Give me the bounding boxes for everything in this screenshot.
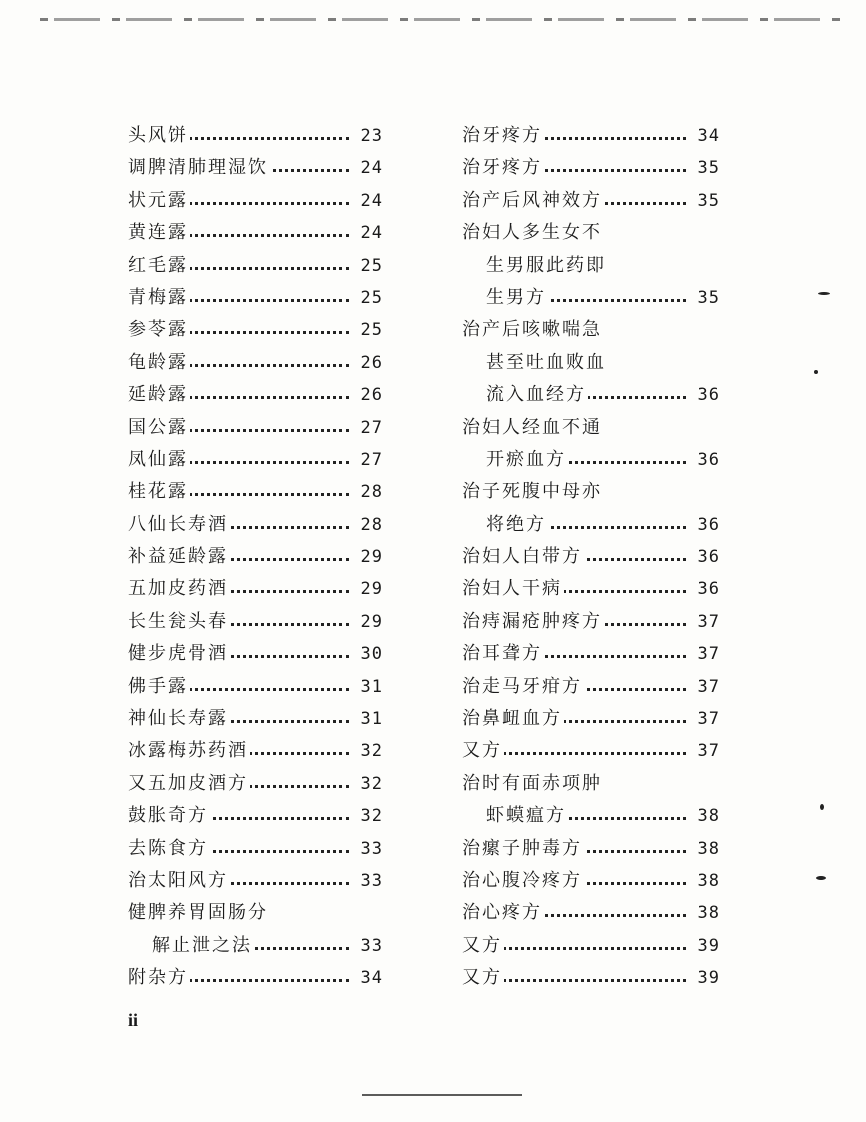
toc-entry-title: 去陈食方 — [128, 837, 208, 859]
toc-entry-page: 27 — [357, 412, 383, 444]
toc-entry-page: 25 — [357, 250, 383, 282]
toc-entry-page: 24 — [357, 217, 383, 249]
toc-entry-title: 治心疼方 — [462, 902, 542, 924]
toc-entry-title: 头风饼 — [128, 125, 188, 146]
toc-entry-page: 24 — [357, 152, 383, 184]
toc-entry-page: 34 — [694, 120, 720, 152]
toc-entry — [128, 314, 383, 346]
toc-entry — [128, 638, 383, 670]
toc-entry-title: 将绝方 — [486, 513, 546, 535]
toc-entry-title: 神仙长寿露 — [128, 708, 228, 730]
toc-entry-page: 29 — [357, 573, 383, 605]
toc-entry-page: 35 — [694, 282, 720, 314]
toc-entry-title: 红毛露 — [128, 254, 188, 276]
toc-entry-title: 又五加皮酒方 — [128, 772, 248, 794]
toc-entry-title: 健脾养胃固肠分 — [128, 902, 268, 924]
toc-entry-page: 35 — [694, 152, 720, 184]
toc-entry — [462, 347, 720, 379]
toc-entry — [462, 314, 720, 346]
toc-entry-page: 32 — [357, 768, 383, 800]
speck-mark — [816, 876, 826, 880]
toc-entry-page: 36 — [694, 541, 720, 573]
toc-entry-page: 28 — [357, 509, 383, 541]
toc-entry-page: 37 — [694, 735, 720, 767]
toc-right-column — [462, 120, 720, 995]
toc-entry — [462, 250, 720, 282]
toc-entry — [462, 412, 720, 444]
toc-entry-title: 凤仙露 — [128, 448, 188, 470]
toc-entry-page: 25 — [357, 314, 383, 346]
toc-entry-title: 流入血经方 — [486, 384, 586, 406]
toc-entry — [128, 250, 383, 282]
toc-entry-title: 生男方 — [486, 286, 546, 308]
toc-entry — [462, 735, 720, 767]
toc-entry-title: 桂花露 — [128, 481, 188, 503]
toc-entry — [128, 671, 383, 703]
toc-entry-page: 36 — [694, 444, 720, 476]
toc-entry-title: 治耳聋方 — [462, 643, 542, 665]
toc-entry-title: 又方 — [462, 934, 502, 956]
toc-entry-page: 24 — [357, 185, 383, 217]
toc-entry — [462, 962, 720, 994]
toc-entry — [462, 833, 720, 865]
toc-entry — [128, 962, 383, 994]
toc-entry — [462, 897, 720, 929]
toc-entry — [128, 541, 383, 573]
toc-entry-page: 36 — [694, 573, 720, 605]
toc-entry-title: 治妇人多生女不 — [462, 222, 602, 244]
top-rule — [40, 18, 840, 21]
toc-entry-title: 治妇人经血不通 — [462, 416, 602, 438]
toc-entry-title: 虾蟆瘟方 — [486, 805, 566, 827]
toc-entry-title: 开瘀血方 — [486, 448, 566, 470]
toc-entry-page: 33 — [357, 865, 383, 897]
toc-entry-title: 延龄露 — [128, 384, 188, 406]
toc-entry — [462, 185, 720, 217]
toc-entry-title: 鼓胀奇方 — [128, 805, 208, 827]
toc-entry — [128, 185, 383, 217]
toc-entry — [462, 152, 720, 184]
toc-entry-title: 治妇人白带方 — [462, 546, 582, 568]
toc-entry-page: 33 — [357, 930, 383, 962]
toc-entry — [128, 412, 383, 444]
toc-entry — [462, 379, 720, 411]
toc-entry-title: 治子死腹中母亦 — [462, 481, 602, 503]
toc-entry-title: 治产后风神效方 — [462, 189, 602, 211]
toc-entry-title: 治瘰子肿毒方 — [462, 837, 582, 859]
toc-entry — [128, 347, 383, 379]
toc-entry-title: 治牙疼方 — [462, 125, 542, 146]
toc-entry — [462, 120, 720, 152]
toc-entry — [462, 217, 720, 249]
toc-entry-title: 治妇人干病 — [462, 578, 562, 600]
toc-entry-page: 34 — [357, 962, 383, 994]
toc-entry-page: 37 — [694, 638, 720, 670]
toc-entry-page: 31 — [357, 703, 383, 735]
toc-entry-title: 治走马牙疳方 — [462, 675, 582, 697]
toc-entry — [128, 865, 383, 897]
toc-entry-page: 36 — [694, 379, 720, 411]
toc-entry — [128, 930, 383, 962]
toc-left-column — [128, 120, 383, 995]
toc-entry-title: 补益延龄露 — [128, 546, 228, 568]
toc-entry-page: 26 — [357, 379, 383, 411]
toc-entry-title: 参苓露 — [128, 319, 188, 341]
toc-entry — [462, 800, 720, 832]
speck-mark — [814, 370, 818, 374]
toc-entry-title: 健步虎骨酒 — [128, 643, 228, 665]
page-folio: ii — [128, 1010, 139, 1030]
toc-entry-title: 治牙疼方 — [462, 157, 542, 179]
toc-entry — [128, 379, 383, 411]
toc-entry-title: 状元露 — [128, 189, 188, 211]
toc-entry-title: 五加皮药酒 — [128, 578, 228, 600]
toc-entry-title: 青梅露 — [128, 286, 188, 308]
toc-entry-page: 35 — [694, 185, 720, 217]
toc-entry-page: 38 — [694, 865, 720, 897]
toc-entry-title: 解止泄之法 — [152, 934, 252, 956]
toc-entry-page: 31 — [357, 671, 383, 703]
toc-entry — [462, 930, 720, 962]
toc-entry — [128, 444, 383, 476]
toc-entry-title: 治心腹冷疼方 — [462, 869, 582, 891]
toc-entry — [462, 476, 720, 508]
toc-entry-title: 八仙长寿酒 — [128, 513, 228, 535]
toc-entry — [128, 509, 383, 541]
toc-entry-page: 23 — [357, 120, 383, 152]
toc-entry — [128, 800, 383, 832]
toc-entry-title: 治时有面赤项肿 — [462, 772, 602, 794]
toc-entry — [462, 509, 720, 541]
toc-entry — [462, 541, 720, 573]
toc-entry-title: 又方 — [462, 740, 502, 762]
toc-entry-page: 39 — [694, 962, 720, 994]
toc-entry — [128, 897, 383, 929]
toc-entry-page: 32 — [357, 735, 383, 767]
toc-entry-page: 37 — [694, 606, 720, 638]
toc-entry-title: 佛手露 — [128, 675, 188, 697]
toc-entry — [128, 120, 383, 152]
toc-entry — [128, 573, 383, 605]
toc-entry — [462, 768, 720, 800]
toc-entry-page: 36 — [694, 509, 720, 541]
toc-entry-page: 37 — [694, 703, 720, 735]
toc-entry-page: 32 — [357, 800, 383, 832]
toc-entry-page: 33 — [357, 833, 383, 865]
toc-entry — [128, 282, 383, 314]
toc-entry-title: 生男服此药即 — [486, 254, 606, 276]
speck-mark — [820, 804, 824, 810]
toc-entry-title: 调脾清肺理湿饮 — [128, 157, 268, 179]
toc-entry — [128, 703, 383, 735]
bottom-rule — [362, 1094, 522, 1096]
toc-entry-page: 39 — [694, 930, 720, 962]
toc-entry — [462, 865, 720, 897]
toc-entry-page: 37 — [694, 671, 720, 703]
toc-entry-page: 25 — [357, 282, 383, 314]
toc-entry — [462, 282, 720, 314]
toc-entry-title: 治产后咳嗽喘急 — [462, 319, 602, 341]
toc-entry-page: 28 — [357, 476, 383, 508]
toc-entry-page: 30 — [357, 638, 383, 670]
toc-entry-title: 国公露 — [128, 416, 188, 438]
toc-entry-page: 27 — [357, 444, 383, 476]
toc-entry — [462, 573, 720, 605]
toc-entry — [128, 476, 383, 508]
toc-entry — [462, 703, 720, 735]
toc-entry-title: 治痔漏疮肿疼方 — [462, 610, 602, 632]
toc-entry-title: 冰露梅苏药酒 — [128, 740, 248, 762]
toc-entry — [128, 152, 383, 184]
toc-entry-title: 治鼻衄血方 — [462, 708, 562, 730]
toc-entry-title: 又方 — [462, 967, 502, 989]
toc-entry — [128, 768, 383, 800]
toc-entry — [462, 444, 720, 476]
speck-mark — [818, 292, 830, 295]
toc-entry-title: 附杂方 — [128, 967, 188, 989]
toc-entry-title: 龟龄露 — [128, 351, 188, 373]
toc-entry — [128, 735, 383, 767]
toc-entry-title: 甚至吐血败血 — [486, 351, 606, 373]
toc-entry-page: 29 — [357, 541, 383, 573]
toc-entry — [128, 217, 383, 249]
toc-entry-title: 长生瓮头春 — [128, 610, 228, 632]
toc-entry-title: 治太阳风方 — [128, 869, 228, 891]
toc-entry-page: 26 — [357, 347, 383, 379]
toc-entry — [128, 606, 383, 638]
toc-entry-page: 38 — [694, 800, 720, 832]
toc-entry — [462, 606, 720, 638]
toc-entry — [128, 833, 383, 865]
toc-entry-page: 38 — [694, 897, 720, 929]
toc-entry-page: 29 — [357, 606, 383, 638]
toc-entry — [462, 638, 720, 670]
toc-entry — [462, 671, 720, 703]
toc-entry-title: 黄连露 — [128, 222, 188, 244]
toc-entry-page: 38 — [694, 833, 720, 865]
